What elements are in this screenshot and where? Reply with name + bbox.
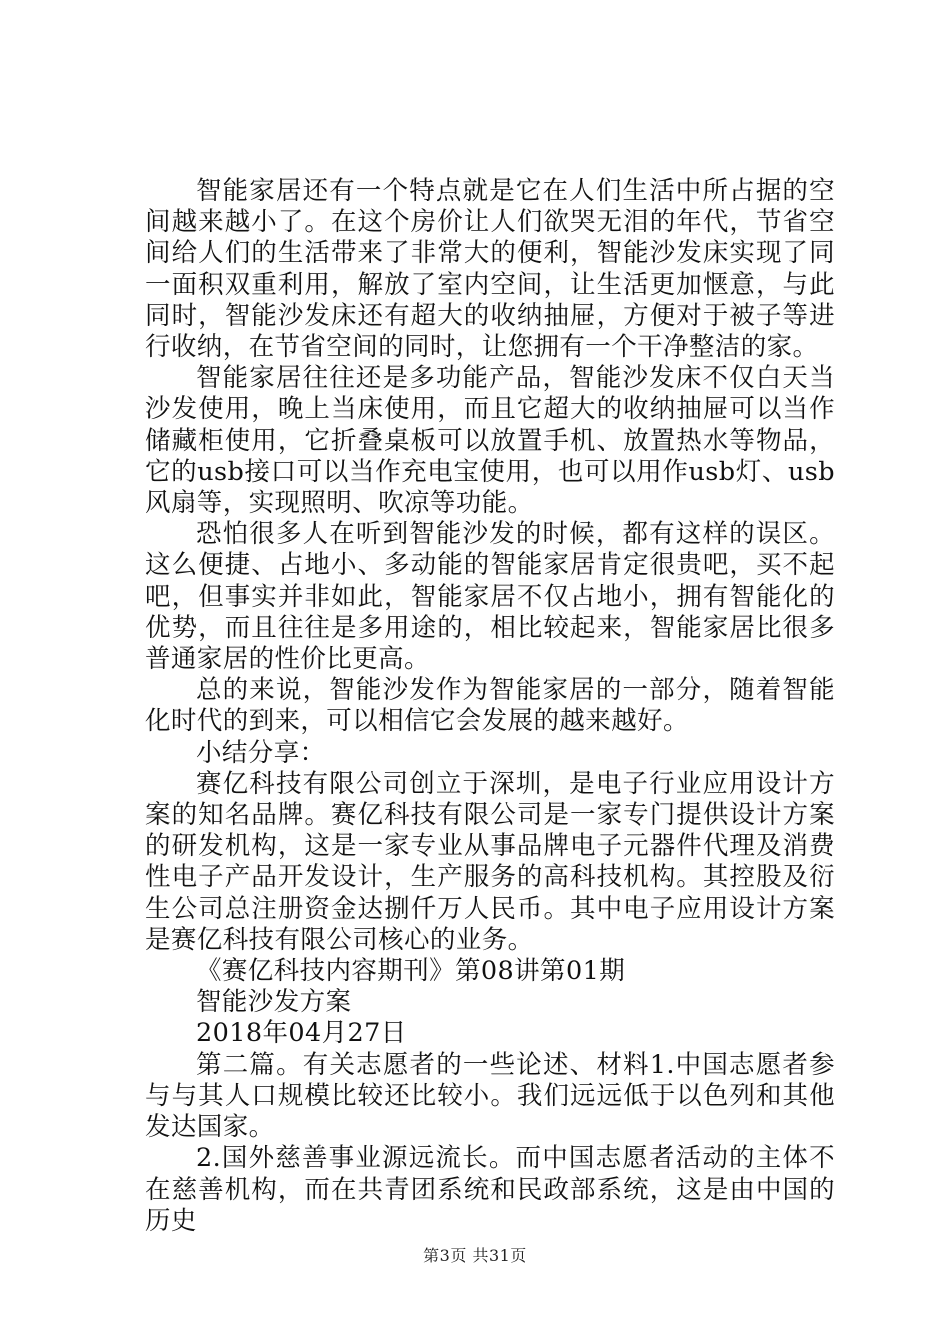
paragraph-date: 2018年04月27日 (196, 1018, 407, 1049)
page-footer: 第3页 共31页 (423, 1246, 527, 1265)
paragraph-multifunction: 智能家居往往还是多功能产品，智能沙发床不仅白天当沙发使用，晚上当床使用，而且它超大的收纳抽屉可以当作储藏柜使用，它折叠桌板可以放置手机、放置热水等物品，它的usb接口可以当作充电宝使用，也可以用作usb灯、usb风扇等，实现照明、吹凉等功能。 (145, 363, 835, 519)
paragraph-conclusion: 总的来说，智能沙发作为智能家居的一部分，随着智能化时代的到来，可以相信它会发展的越来越好。 (145, 675, 835, 737)
paragraph-solution-title: 智能沙发方案 (196, 987, 352, 1018)
document-body (145, 176, 835, 1237)
paragraph-smart-home-space: 智能家居还有一个特点就是它在人们生活中所占据的空间越来越小了。在这个房价让人们欲哭无泪的年代，节省空间给人们的生活带来了非常大的便利，智能沙发床实现了同一面积双重利用，解放了室内空间，让生活更加惬意，与此同时，智能沙发床还有超大的收纳抽屉，方便对于被子等进行收纳，在节省空间的同时，让您拥有一个干净整洁的家。 (145, 176, 835, 363)
paragraph-journal-issue: 《赛亿科技内容期刊》第08讲第01期 (196, 956, 626, 987)
paragraph-part-two-item-2: 2.国外慈善事业源远流长。而中国志愿者活动的主体不在慈善机构，而在共青团系统和民政部系统，这是由中国的历史 (145, 1143, 835, 1236)
paragraph-company-intro: 赛亿科技有限公司创立于深圳，是电子行业应用设计方案的知名品牌。赛亿科技有限公司是一家专门提供设计方案的研发机构，这是一家专业从事品牌电子元器件代理及消费性电子产品开发设计，生产服务的高科技机构。其控股及衍生公司总注册资金达捌仟万人民币。其中电子应用设计方案是赛亿科技有限公司核心的业务。 (145, 768, 835, 955)
paragraph-misconception: 恐怕很多人在听到智能沙发的时候，都有这样的误区。这么便捷、占地小、多动能的智能家居肯定很贵吧，买不起吧，但事实并非如此，智能家居不仅占地小，拥有智能化的优势，而且往往是多用途的，相比较起来，智能家居比很多普通家居的性价比更高。 (145, 519, 835, 675)
paragraph-part-two-intro: 第二篇。有关志愿者的一些论述、材料1.中国志愿者参与与其人口规模比较还比较小。我们远远低于以色列和其他发达国家。 (145, 1049, 835, 1143)
paragraph-summary-heading: 小结分享： (196, 737, 326, 768)
